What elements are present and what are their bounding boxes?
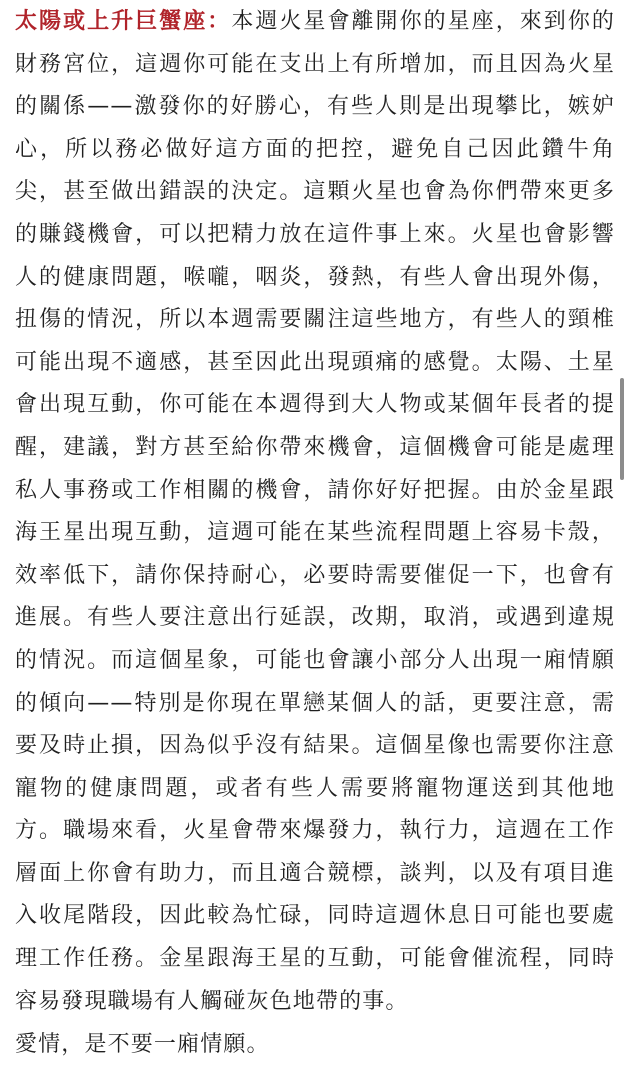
love-line: 愛情，是不要一廂情願。 xyxy=(15,1032,270,1058)
horoscope-body-text: 本週火星會離開你的星座，來到你的財務宮位，這週你可能在支出上有所增加，而且因為火星的關係——激發你的好勝心，有些人則是出現攀比，嫉妒心，所以務必做好這方面的把控，避免自己因此鑽牛角尖，甚至做出錯誤的決定。這顆火星也會為你們帶來更多的賺錢機會，可以把精力放在這件事上來。火星也會影響人的健康問題，喉嚨，咽炎，發熱，有些人會出現外傷，扭傷的情況，所以本週需要關注這些地方，有些人的頸椎可能出現不適感，甚至因此出現頭痛的感覺。太陽、土星會出現互動，你可能在本週得到大人物或某個年長者的提醒，建議，對方甚至給你帶來機會，這個機會可能是處理私人事務或工作相關的機會，請你好好把握。由於金星跟海王星出現互動，這週可能在某些流程問題上容易卡殼，效率低下，請你保持耐心，必要時需要催促一下，也會有進展。有些人要注意出行延誤，改期，取消，或遇到違規的情況。而這個星象，可能也會讓小部分人出現一廂情願的傾向——特別是你現在單戀某個人的話，更要注意，需要及時止損，因為似乎沒有結果。這個星像也需要你注意寵物的健康問題，或者有些人需要將寵物運送到其他地方。職場來看，火星會帶來爆發力，執行力，這週在工作層面上你會有助力，而且適合競標，談判，以及有項目進入收尾階段，因此較為忙碌，同時這週休息日可能也要處理工作任務。金星跟海王星的互動，可能會催流程，同時容易發現職場有人觸碰灰色地帶的事。 xyxy=(15,9,616,1014)
article-content xyxy=(15,0,615,1066)
zodiac-sign-heading: 太陽或上升巨蟹座： xyxy=(15,9,232,34)
horoscope-paragraph xyxy=(15,0,615,1023)
scrollbar-thumb[interactable] xyxy=(620,378,624,480)
